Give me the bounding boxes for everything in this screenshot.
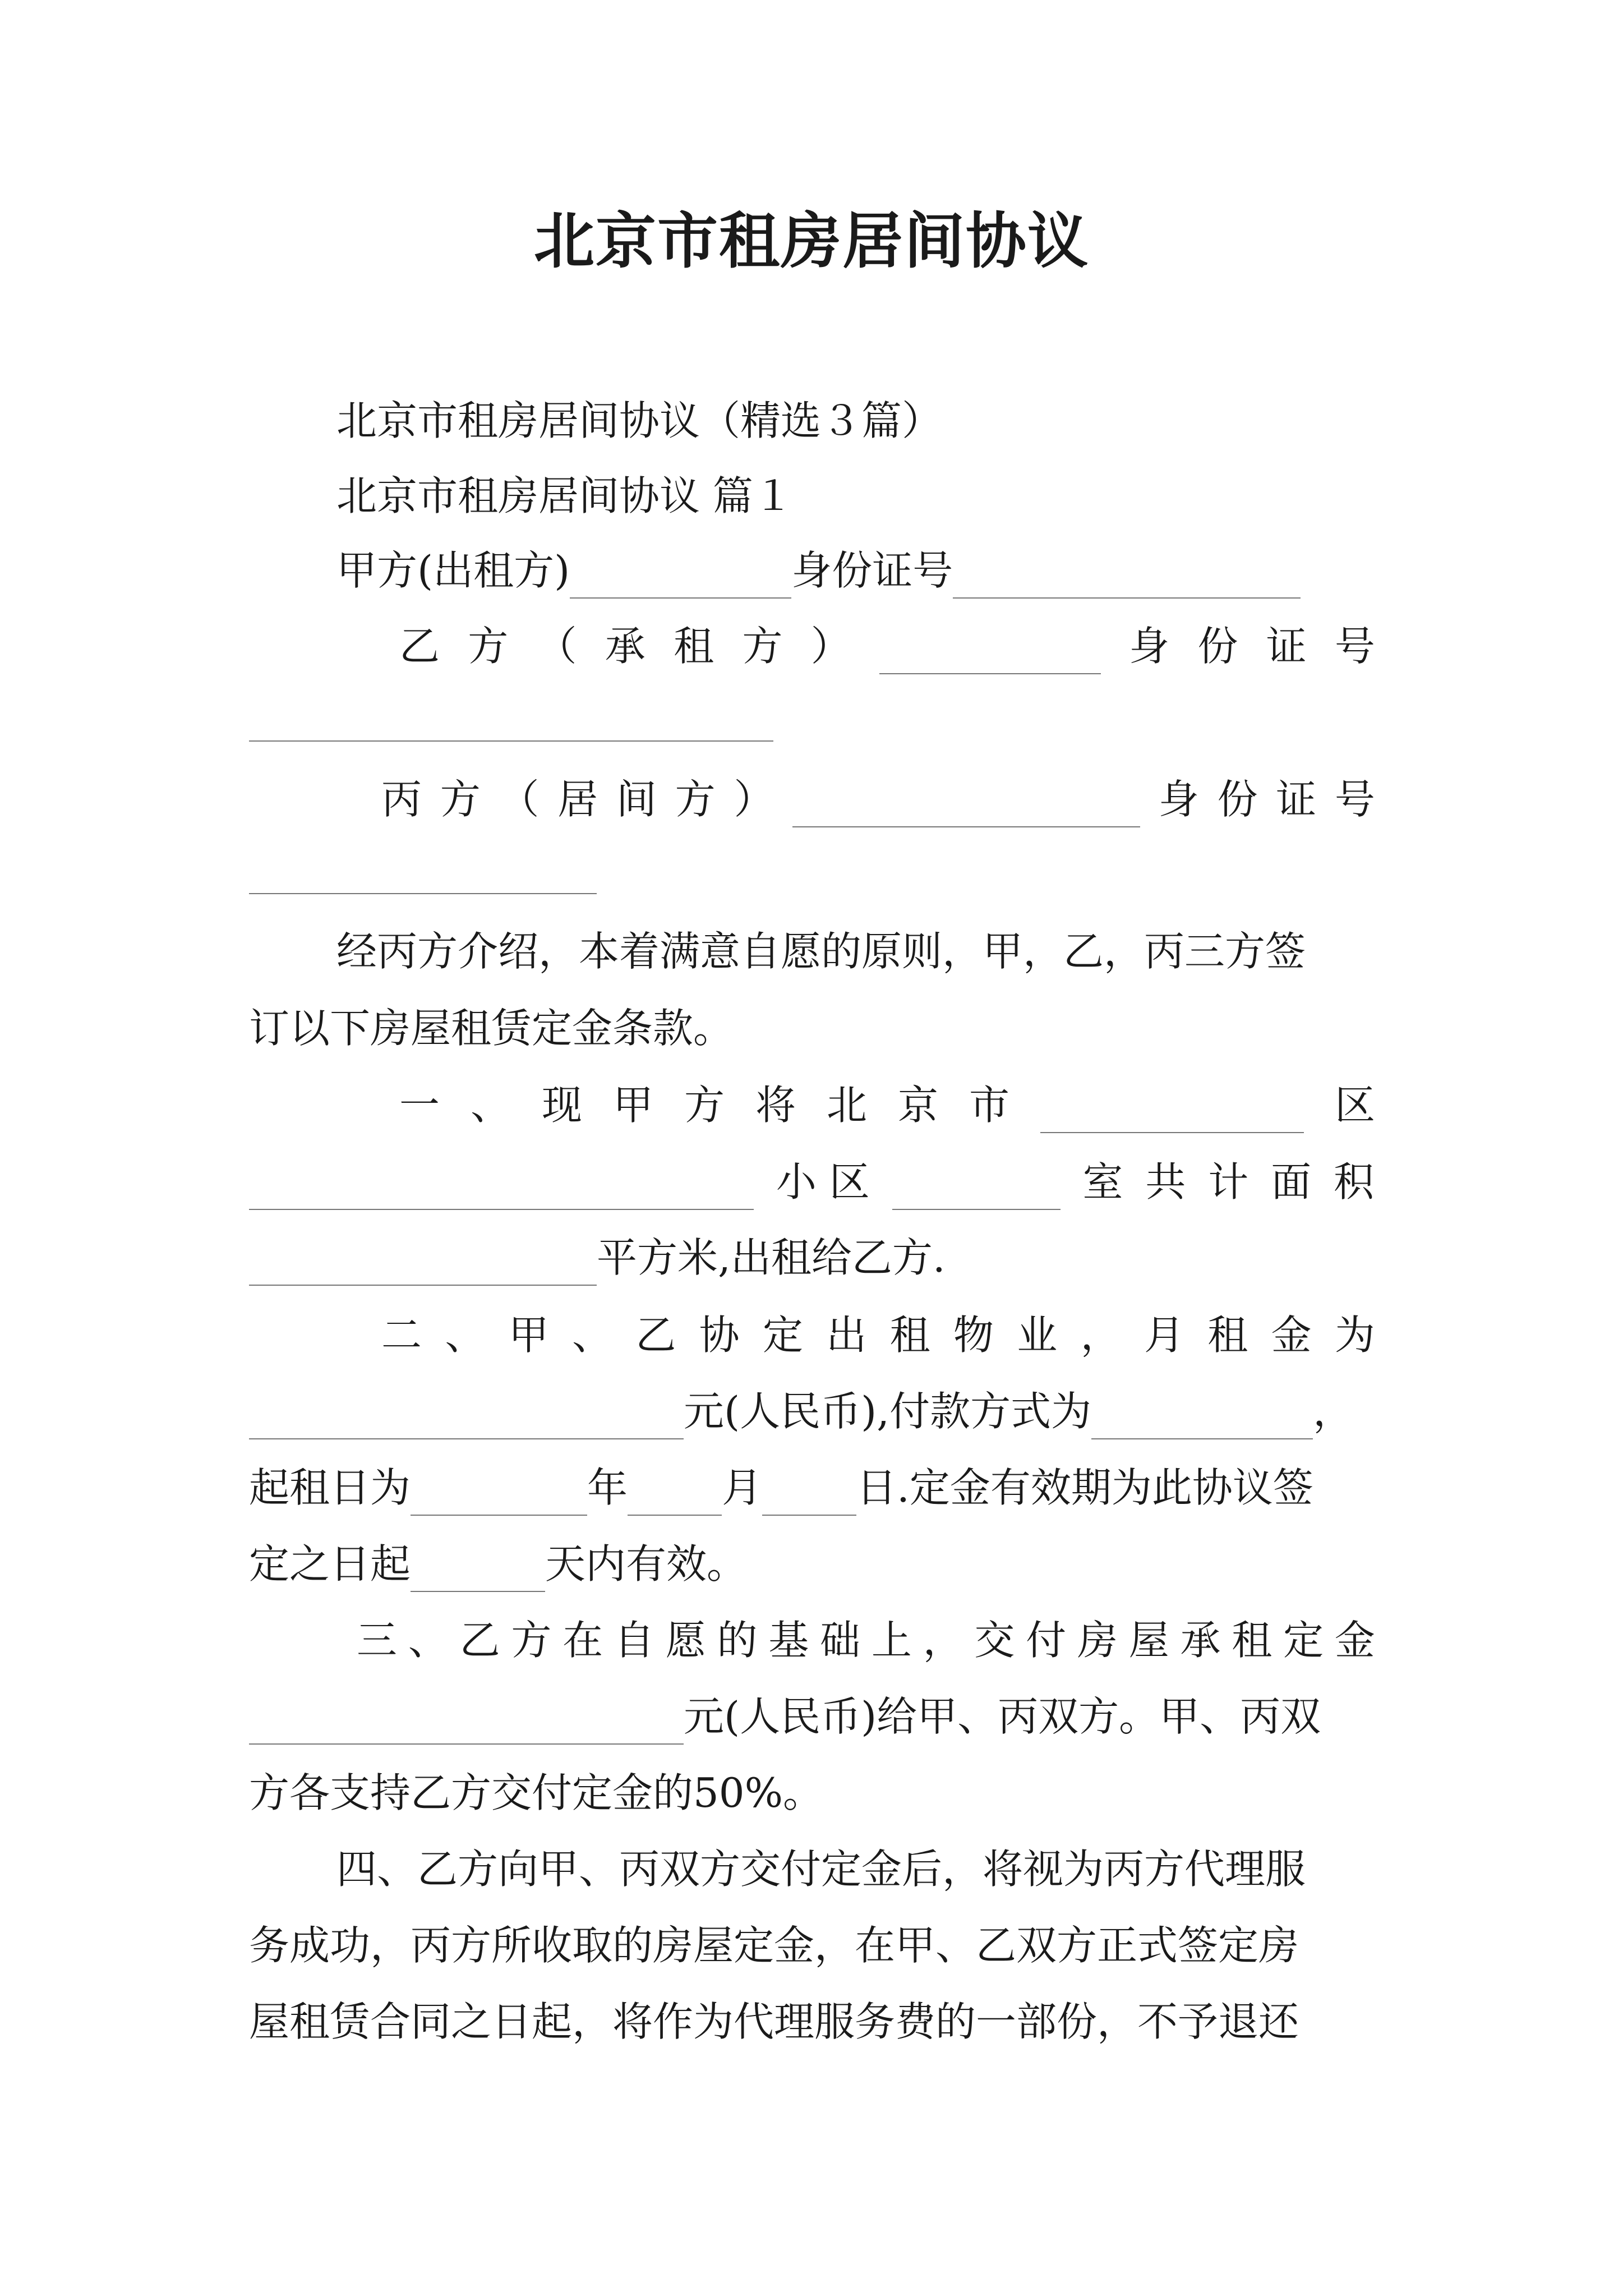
clause-1-char: 市	[969, 1082, 1010, 1129]
comma: ，	[1313, 1388, 1354, 1435]
clause-3-char: 屋	[1128, 1617, 1169, 1664]
community-label: 小 区	[776, 1158, 870, 1205]
party-c-id-char: 身	[1158, 776, 1199, 823]
district-blank[interactable]	[1040, 1093, 1304, 1133]
party-c-char: 方	[675, 776, 716, 823]
clause-3-char: 、	[408, 1617, 449, 1664]
year-label: 年	[587, 1464, 628, 1511]
clause-3-char: 方	[511, 1617, 552, 1664]
valid-days-text: 天内有效。	[545, 1540, 748, 1588]
clause-2-char: 乙	[635, 1312, 676, 1359]
clause-1-char: 、	[471, 1082, 511, 1129]
party-b-id-char: 份	[1197, 623, 1238, 670]
party-c-char: ）	[734, 776, 774, 823]
intro-line-1: 经丙方介绍，本着满意自愿的原则，甲，乙，丙三方签	[336, 928, 1306, 975]
clause-2-char: 金	[1271, 1312, 1312, 1359]
party-c-id-char: 证	[1276, 776, 1317, 823]
party-b-char: 方	[468, 623, 509, 670]
clause-1-char: 方	[684, 1082, 725, 1129]
deposit-amount-text: 元(人民币)给甲、丙双方。甲、丙双	[684, 1693, 1321, 1740]
payment-method-blank[interactable]	[1091, 1399, 1313, 1439]
clause-2-line-1	[381, 1307, 1375, 1363]
section-heading: 北京市租房居间协议 篇１	[336, 472, 794, 519]
clause-1-line-3	[249, 1230, 946, 1286]
intro-line-2: 订以下房屋租赁定金条款。	[249, 1005, 734, 1052]
clause-1-char: 计	[1208, 1158, 1249, 1205]
clause-1-char: 将	[755, 1082, 796, 1129]
valid-from-label: 定之日起	[249, 1540, 411, 1588]
district-label: 区	[1334, 1082, 1375, 1129]
clause-3-char: 上	[871, 1617, 912, 1664]
party-b-char: ）	[810, 623, 851, 670]
party-b-id-blank[interactable]	[249, 701, 773, 742]
party-c-char: （	[499, 776, 540, 823]
party-b-char: 承	[605, 623, 645, 670]
clause-2-char: 月	[1144, 1312, 1184, 1359]
start-date-label: 起租日为	[249, 1464, 411, 1511]
clause-3-char: ，	[923, 1617, 963, 1664]
party-c-char: 方	[440, 776, 481, 823]
clause-3-char: 在	[562, 1617, 603, 1664]
start-month-blank[interactable]	[628, 1475, 722, 1516]
clause-3-char: 三	[357, 1617, 398, 1664]
rent-unit-text: 元(人民币),付款方式为	[684, 1388, 1092, 1435]
clause-3-char: 基	[768, 1617, 809, 1664]
clause-3-char: 自	[614, 1617, 654, 1664]
clause-2-char: 物	[953, 1312, 994, 1359]
deposit-amount-blank[interactable]	[249, 1704, 684, 1745]
clause-2-char: 为	[1334, 1312, 1375, 1359]
area-blank[interactable]	[249, 1245, 597, 1286]
valid-days-blank[interactable]	[411, 1552, 545, 1592]
clause-1-char: 甲	[613, 1082, 654, 1129]
clause-3-char: 定	[1283, 1617, 1324, 1664]
deposit-validity-text: 日.定金有效期为此协议签	[856, 1464, 1313, 1511]
party-b-char: 租	[674, 623, 714, 670]
party-c-id-char: 份	[1217, 776, 1258, 823]
clause-1-char: 京	[898, 1082, 939, 1129]
party-a-line	[336, 542, 1301, 599]
community-blank[interactable]	[249, 1170, 754, 1210]
party-b-name-blank[interactable]	[879, 634, 1101, 674]
clause-3-char: 承	[1180, 1617, 1221, 1664]
party-b-char: 乙	[399, 623, 440, 670]
clause-1-line-2	[249, 1154, 1374, 1210]
clause-2-char: 协	[699, 1312, 740, 1359]
party-b-id-char: 身	[1129, 623, 1170, 670]
clause-2-line-4	[249, 1536, 747, 1592]
clause-3-line-3: 方各支持乙方交付定金的50%。	[249, 1769, 824, 1816]
party-c-id-blank[interactable]	[249, 854, 597, 894]
party-c-id-char: 号	[1334, 776, 1375, 823]
clause-3-char: 付	[1026, 1617, 1067, 1664]
clause-1-char: 面	[1271, 1158, 1312, 1205]
party-c-line	[381, 771, 1375, 827]
start-year-blank[interactable]	[411, 1475, 587, 1516]
party-b-char: （	[536, 623, 577, 670]
clause-3-char: 的	[717, 1617, 758, 1664]
party-a-id-label: 身份证号	[791, 547, 953, 594]
clause-2-char: 甲	[508, 1312, 549, 1359]
clause-2-char: 、	[571, 1312, 612, 1359]
clause-3-char: 金	[1334, 1617, 1375, 1664]
clause-1-char: 现	[542, 1082, 583, 1129]
clause-2-char: 租	[1207, 1312, 1248, 1359]
area-unit-text: 平方米,出租给乙方.	[597, 1234, 946, 1281]
party-b-id-char: 号	[1334, 623, 1375, 670]
party-c-name-blank[interactable]	[792, 787, 1140, 827]
room-blank[interactable]	[892, 1170, 1061, 1210]
clause-3-line-1	[357, 1612, 1375, 1668]
party-c-char: 丙	[381, 776, 422, 823]
party-a-name-blank[interactable]	[570, 558, 791, 599]
clause-3-line-2	[249, 1688, 1321, 1745]
clause-4-line-1: 四、乙方向甲、丙双方交付定金后，将视为丙方代理服	[336, 1846, 1306, 1893]
party-b-char: 方	[742, 623, 783, 670]
clause-3-char: 租	[1232, 1617, 1272, 1664]
party-b-id-char: 证	[1266, 623, 1307, 670]
clause-2-char: 定	[762, 1312, 803, 1359]
clause-2-line-3	[249, 1460, 1313, 1516]
clause-1-char: 一	[399, 1082, 440, 1129]
clause-4-line-3: 屋租赁合同之日起，将作为代理服务费的一部份，不予退还	[249, 1998, 1299, 2045]
clause-3-char: 房	[1077, 1617, 1118, 1664]
clause-1-char: 北	[827, 1082, 868, 1129]
document-title: 北京市租房居间协议	[533, 206, 1089, 277]
clause-1-char: 共	[1145, 1158, 1186, 1205]
clause-3-char: 交	[974, 1617, 1015, 1664]
party-c-char: 间	[616, 776, 657, 823]
clause-2-char: 业	[1017, 1312, 1058, 1359]
clause-1-char: 室	[1082, 1158, 1123, 1205]
clause-2-char: 出	[826, 1312, 867, 1359]
clause-2-char: ，	[1080, 1312, 1121, 1359]
party-a-id-blank[interactable]	[953, 558, 1301, 599]
clause-2-char: 租	[889, 1312, 930, 1359]
clause-4-line-2: 务成功，丙方所收取的房屋定金，在甲、乙双方正式签定房	[249, 1922, 1299, 1969]
party-a-label: 甲方(出租方)	[336, 547, 570, 594]
clause-1-char: 积	[1333, 1158, 1374, 1205]
subtitle: 北京市租房居间协议（精选３篇）	[336, 397, 943, 444]
start-day-blank[interactable]	[762, 1475, 856, 1516]
clause-2-line-2	[249, 1383, 1353, 1439]
clause-3-char: 愿	[665, 1617, 706, 1664]
clause-2-char: 、	[445, 1312, 486, 1359]
clause-2-char: 二	[381, 1312, 422, 1359]
clause-1-line-1	[399, 1077, 1375, 1133]
party-c-char: 居	[557, 776, 598, 823]
clause-3-char: 础	[820, 1617, 861, 1664]
rent-blank[interactable]	[249, 1399, 684, 1439]
party-b-line	[399, 618, 1375, 674]
month-label: 月	[722, 1464, 763, 1511]
clause-3-char: 乙	[459, 1617, 500, 1664]
